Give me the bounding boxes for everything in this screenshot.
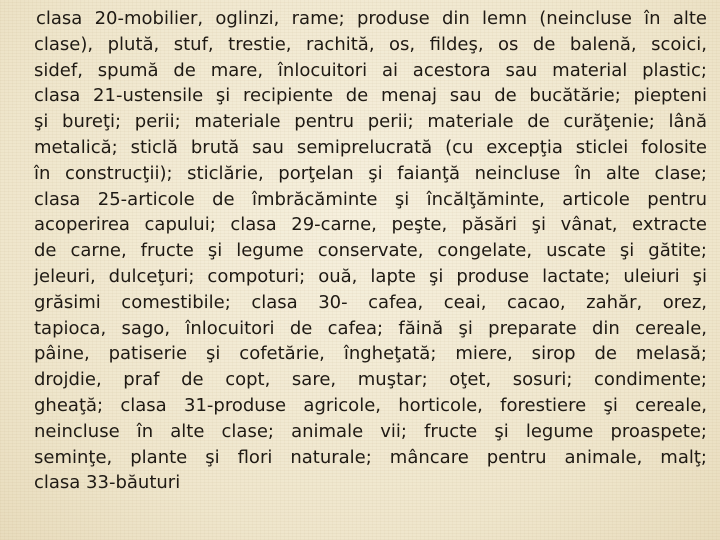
text-line: clasa 25-articole de îmbrăcăminte şi încălţăminte, articole pentru: [34, 188, 707, 210]
text-line: pâine, patiserie şi cofetărie, îngheţată; miere, sirop de melasă;: [34, 343, 707, 365]
text-line: jeleuri, dulceţuri; compoturi; ouă, lapte şi produse lactate; uleiuri şi: [34, 265, 707, 287]
text-line: clasa 33-băuturi: [34, 472, 181, 494]
text-line: şi bureţi; perii; materiale pentru perii; materiale de curăţenie; lână: [34, 111, 707, 133]
text-line: gheaţă; clasa 31-produse agricole, horticole, forestiere şi cereale,: [34, 394, 707, 416]
text-line: grăsimi comestibile; clasa 30- cafea, ceai, cacao, zahăr, orez,: [34, 291, 707, 313]
text-line: de carne, fructe şi legume conservate, congelate, uscate şi gătite;: [34, 240, 707, 262]
text-line: în construcţii); sticlărie, porţelan şi faianţă neincluse în alte clase;: [34, 162, 707, 184]
text-line: neincluse în alte clase; animale vii; fructe şi legume proaspete;: [34, 420, 707, 442]
text-line: clasa 20-mobilier, oglinzi, rame; produse din lemn (neincluse în alte: [36, 8, 707, 29]
text-line: metalică; sticlă brută sau semiprelucrată (cu excepţia sticlei folosite: [34, 136, 707, 158]
text-line: tapioca, sago, înlocuitori de cafea; făină şi preparate din cereale,: [34, 317, 707, 339]
text-line: clase), plută, stuf, trestie, rachită, os, fildeş, os de balenă, scoici,: [34, 33, 707, 55]
text-line: drojdie, praf de copt, sare, muştar; oţet, sosuri; condimente;: [34, 369, 707, 391]
body-paragraph: [34, 6, 707, 496]
text-line: acoperirea capului; clasa 29-carne, peşte, păsări şi vânat, extracte: [34, 214, 707, 236]
text-line: clasa 21-ustensile şi recipiente de menaj sau de bucătărie; piepteni: [34, 85, 707, 107]
text-line: sidef, spumă de mare, înlocuitori ai acestora sau material plastic;: [34, 59, 707, 81]
text-line: seminţe, plante şi flori naturale; mâncare pentru animale, malţ;: [34, 446, 707, 468]
